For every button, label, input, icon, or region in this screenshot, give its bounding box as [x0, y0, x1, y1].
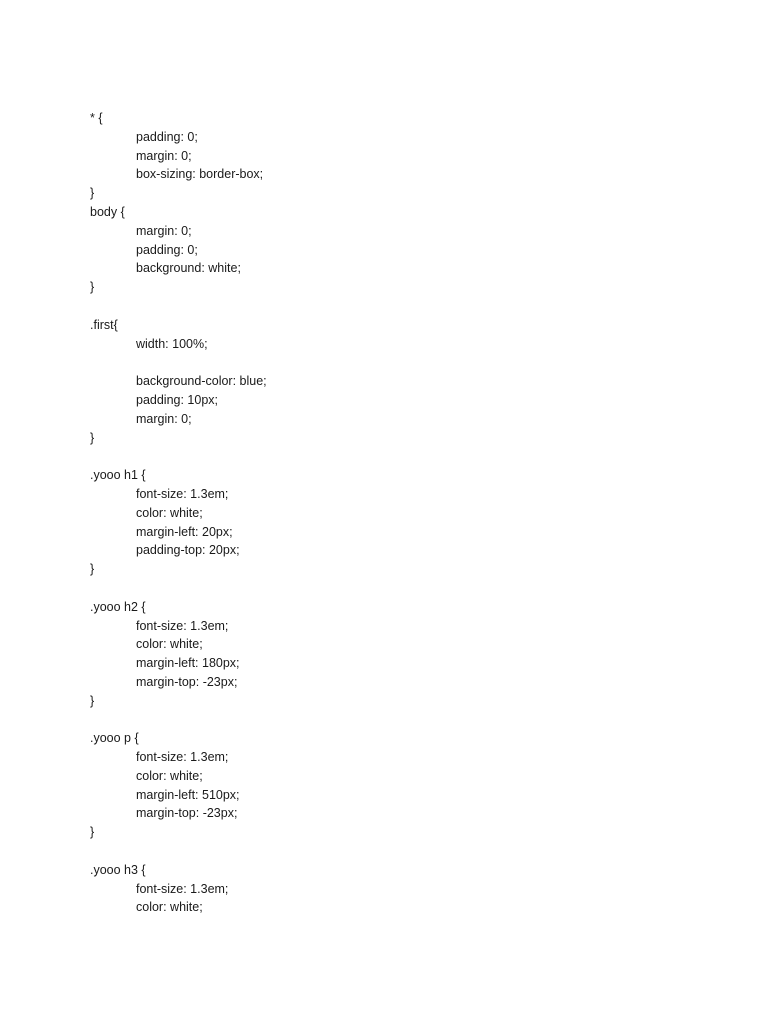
blank-line [90, 711, 690, 730]
code-line: margin-left: 510px; [136, 787, 240, 802]
code-line: .yooo h2 { [90, 599, 146, 614]
code-line: padding: 0; [136, 129, 198, 144]
code-line: .yooo p { [90, 731, 139, 746]
code-line: color: white; [136, 505, 203, 520]
code-line: } [90, 280, 95, 295]
blank-line [90, 842, 690, 861]
code-line: padding-top: 20px; [136, 543, 240, 558]
code-line: .yooo h1 { [90, 468, 146, 483]
code-line: margin: 0; [136, 148, 192, 163]
code-line: padding: 0; [136, 242, 198, 257]
code-line: color: white; [136, 637, 203, 652]
code-line: font-size: 1.3em; [136, 750, 229, 765]
code-line: font-size: 1.3em; [136, 881, 229, 896]
blank-line [90, 579, 690, 598]
code-line: padding: 10px; [136, 392, 219, 407]
code-line: } [90, 825, 95, 840]
code-line: margin-top: -23px; [136, 674, 238, 689]
code-line: .yooo h3 { [90, 862, 146, 877]
code-line: color: white; [136, 900, 203, 915]
code-line: margin-top: -23px; [136, 806, 238, 821]
code-line: body { [90, 204, 125, 219]
code-line: font-size: 1.3em; [136, 618, 229, 633]
code-line: background-color: blue; [136, 374, 267, 389]
code-line: width: 100%; [136, 336, 208, 351]
code-line: } [90, 562, 95, 577]
code-line: box-sizing: border-box; [136, 167, 264, 182]
code-line: margin-left: 180px; [136, 656, 240, 671]
blank-line [90, 447, 690, 466]
code-line: background: white; [136, 261, 241, 276]
code-line: margin-left: 20px; [136, 524, 233, 539]
css-code-block [90, 109, 690, 917]
code-line: } [90, 430, 95, 445]
code-line: font-size: 1.3em; [136, 486, 229, 501]
code-line: } [90, 186, 95, 201]
blank-line [90, 297, 690, 316]
code-line: margin: 0; [136, 223, 192, 238]
code-line: color: white; [136, 768, 203, 783]
blank-line [90, 353, 690, 372]
code-line: } [90, 693, 95, 708]
code-line: margin: 0; [136, 411, 192, 426]
code-line: * { [90, 111, 103, 125]
code-line: .first{ [90, 317, 118, 332]
